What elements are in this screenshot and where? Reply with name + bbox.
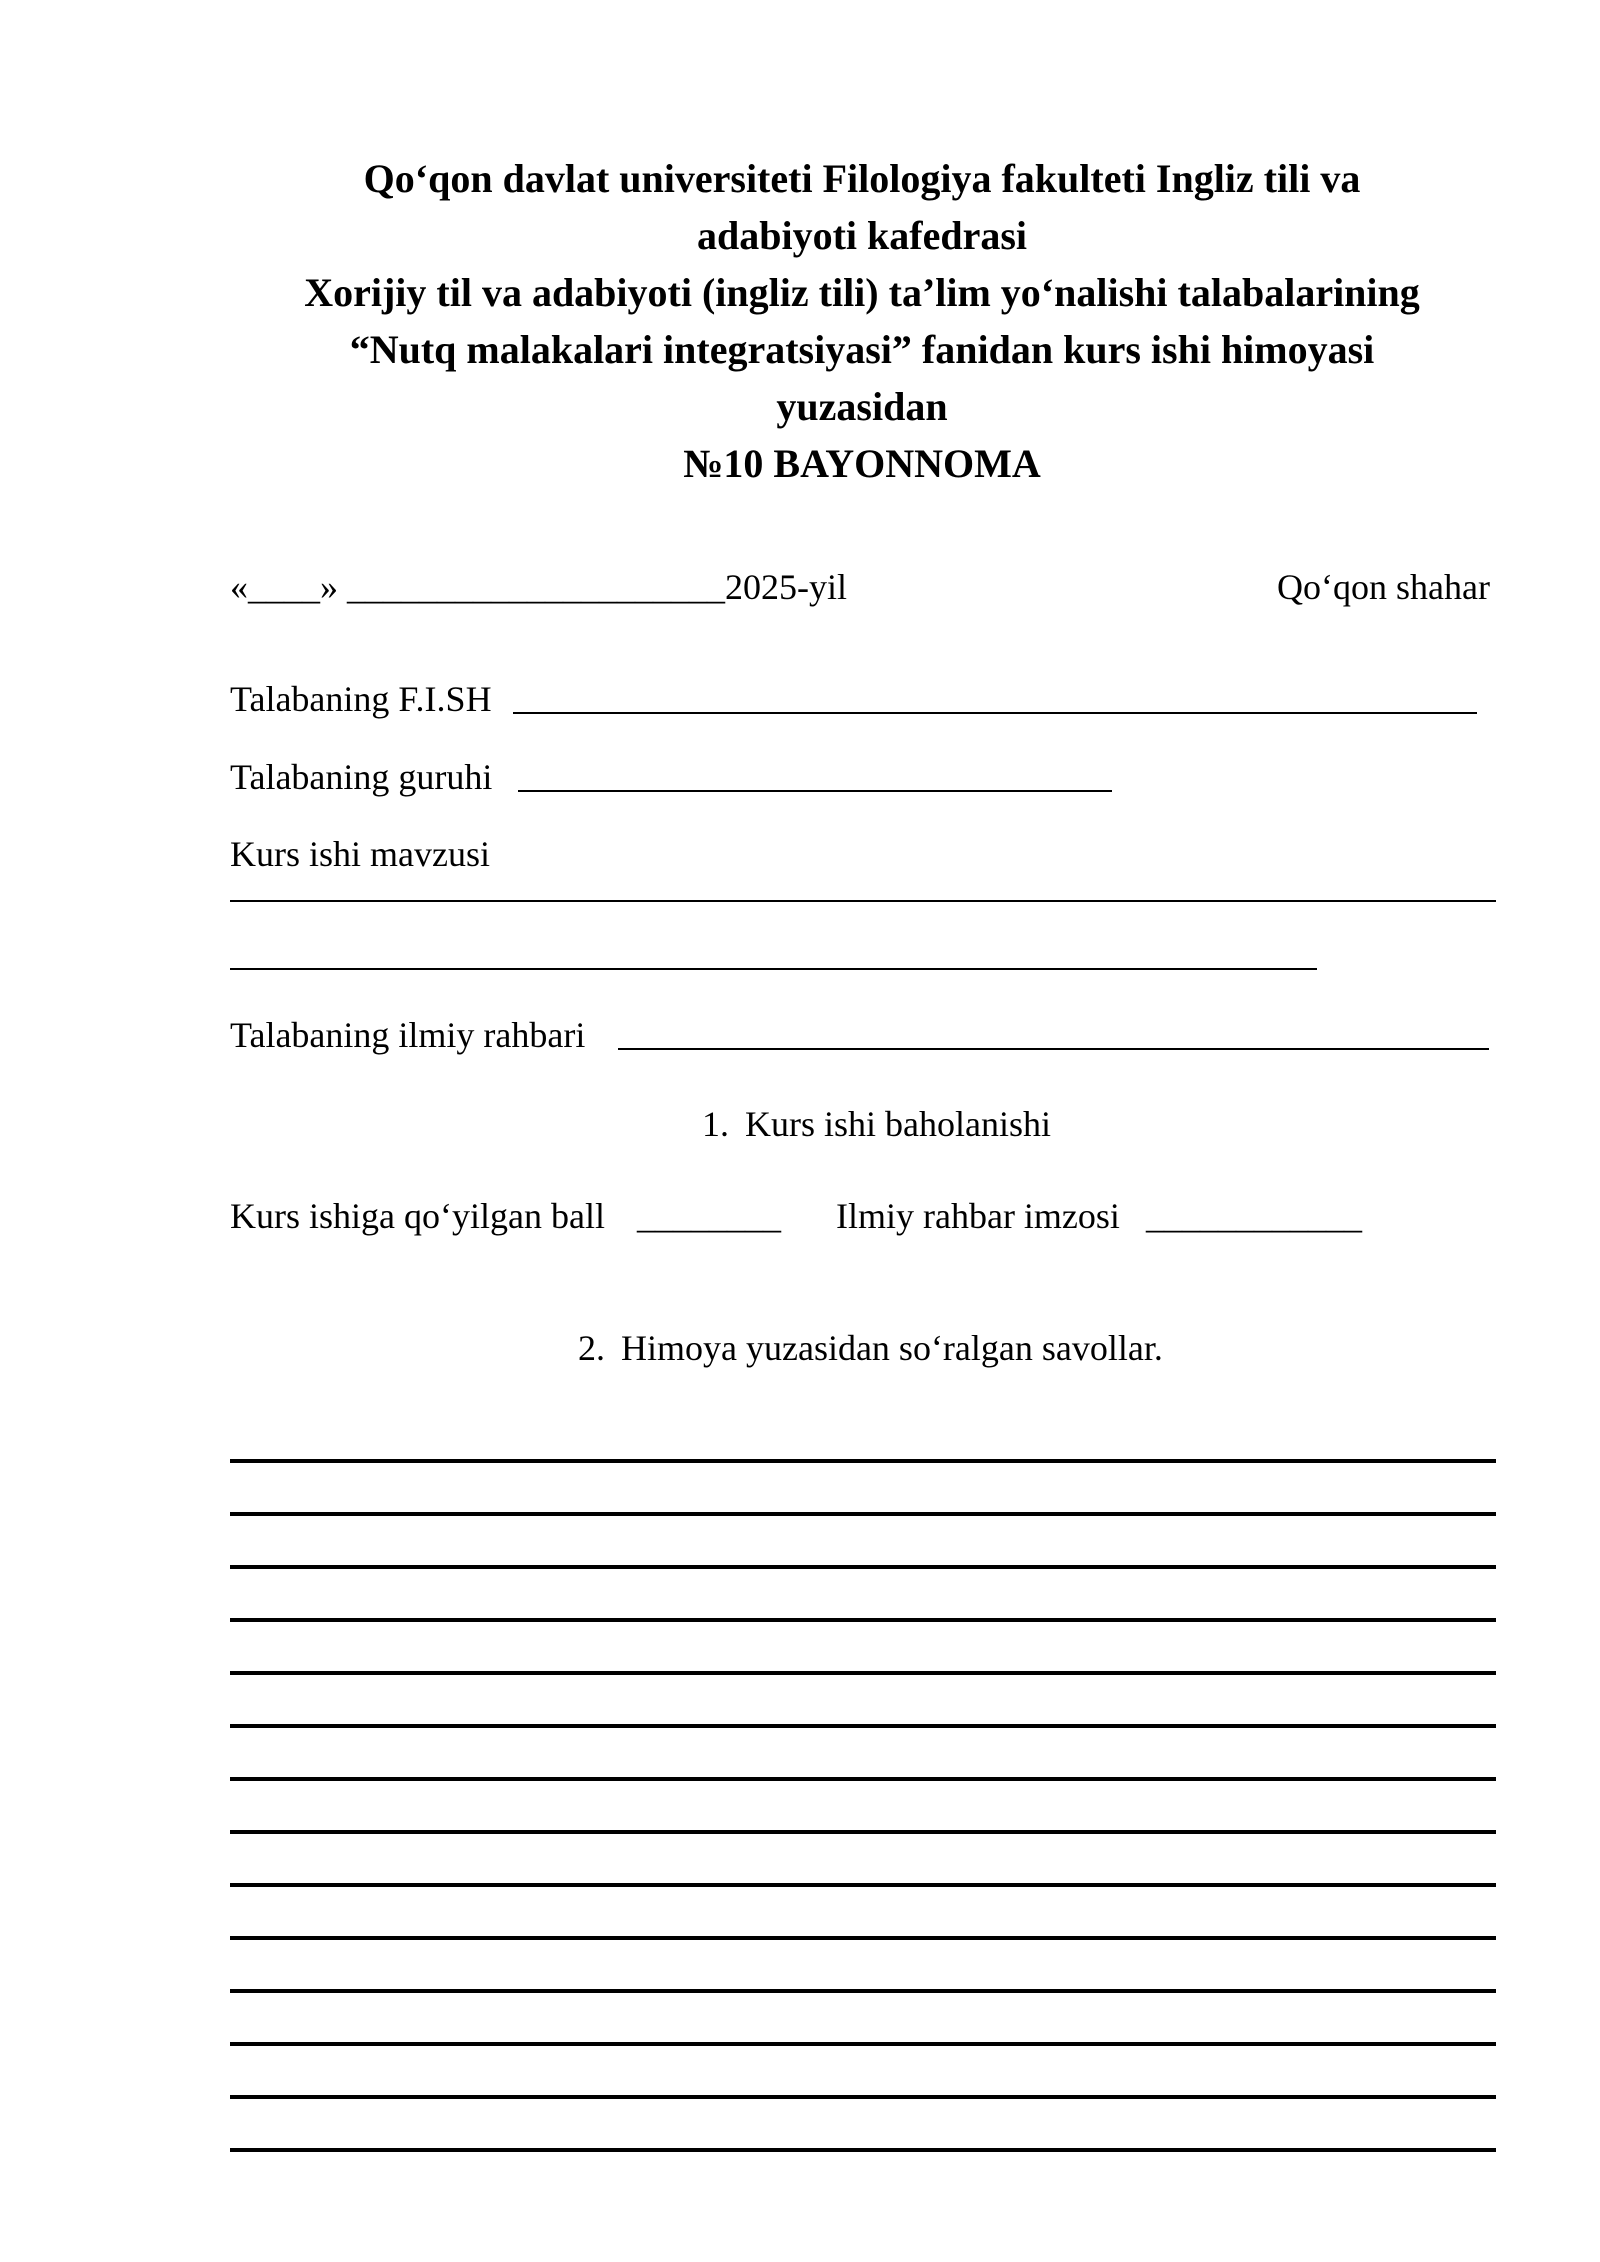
header-department-line: adabiyoti kafedrasi	[696, 213, 1028, 258]
topic-field-line-2[interactable]	[230, 968, 1317, 970]
answer-line[interactable]	[230, 2099, 1496, 2152]
section-1-title: Kurs ishi baholanishi	[745, 1104, 1051, 1144]
section-2-title: Himoya yuzasidan so‘ralgan savollar.	[621, 1328, 1163, 1368]
answer-line[interactable]	[230, 1675, 1496, 1728]
answer-line[interactable]	[230, 1887, 1496, 1940]
header-program-line: Xorijiy til va adabiyoti (ingliz tili) ta’lim yo‘nalishi talabalarining	[304, 270, 1420, 315]
answer-line[interactable]	[230, 1834, 1496, 1887]
place-label: Qo‘qon shahar	[1277, 567, 1490, 607]
document-title: №10 BAYONNOMA	[683, 441, 1041, 486]
answer-lines	[230, 1410, 1496, 2152]
topic-label: Kurs ishi mavzusi	[230, 834, 490, 874]
date-field[interactable]: «____» _____________________2025-yil	[230, 567, 847, 607]
topic-field-line-1[interactable]	[230, 900, 1496, 902]
header-purpose-line: yuzasidan	[776, 384, 948, 429]
answer-line[interactable]	[230, 2046, 1496, 2099]
answer-line[interactable]	[230, 1569, 1496, 1622]
answer-line[interactable]	[230, 1728, 1496, 1781]
grade-field[interactable]: ________	[637, 1196, 781, 1236]
signature-label: Ilmiy rahbar imzosi	[836, 1196, 1120, 1236]
student-name-label: Talabaning F.I.SH	[230, 679, 492, 719]
section-1-heading	[702, 1102, 1051, 1146]
answer-line[interactable]	[230, 1940, 1496, 1993]
answer-line[interactable]	[230, 1516, 1496, 1569]
grade-label: Kurs ishiga qo‘yilgan ball	[230, 1196, 605, 1236]
section-2-number: 2.	[578, 1328, 605, 1368]
answer-line[interactable]	[230, 1410, 1496, 1463]
answer-line[interactable]	[230, 1781, 1496, 1834]
document-header	[200, 150, 1524, 492]
student-group-label: Talabaning guruhi	[230, 757, 493, 797]
section-1-number: 1.	[702, 1104, 729, 1144]
answer-line[interactable]	[230, 1463, 1496, 1516]
answer-line[interactable]	[230, 1622, 1496, 1675]
header-university-line: Qo‘qon davlat universiteti Filologiya fakulteti Ingliz tili va	[363, 156, 1361, 201]
supervisor-field[interactable]	[618, 1048, 1489, 1050]
supervisor-label: Talabaning ilmiy rahbari	[230, 1015, 586, 1055]
signature-field[interactable]: ____________	[1146, 1196, 1362, 1236]
header-subject-line: “Nutq malakalari integratsiyasi” fanidan kurs ishi himoyasi	[349, 327, 1375, 372]
student-name-field[interactable]	[513, 712, 1477, 714]
answer-line[interactable]	[230, 1993, 1496, 2046]
student-group-field[interactable]	[518, 790, 1112, 792]
section-2-heading	[578, 1326, 1163, 1370]
